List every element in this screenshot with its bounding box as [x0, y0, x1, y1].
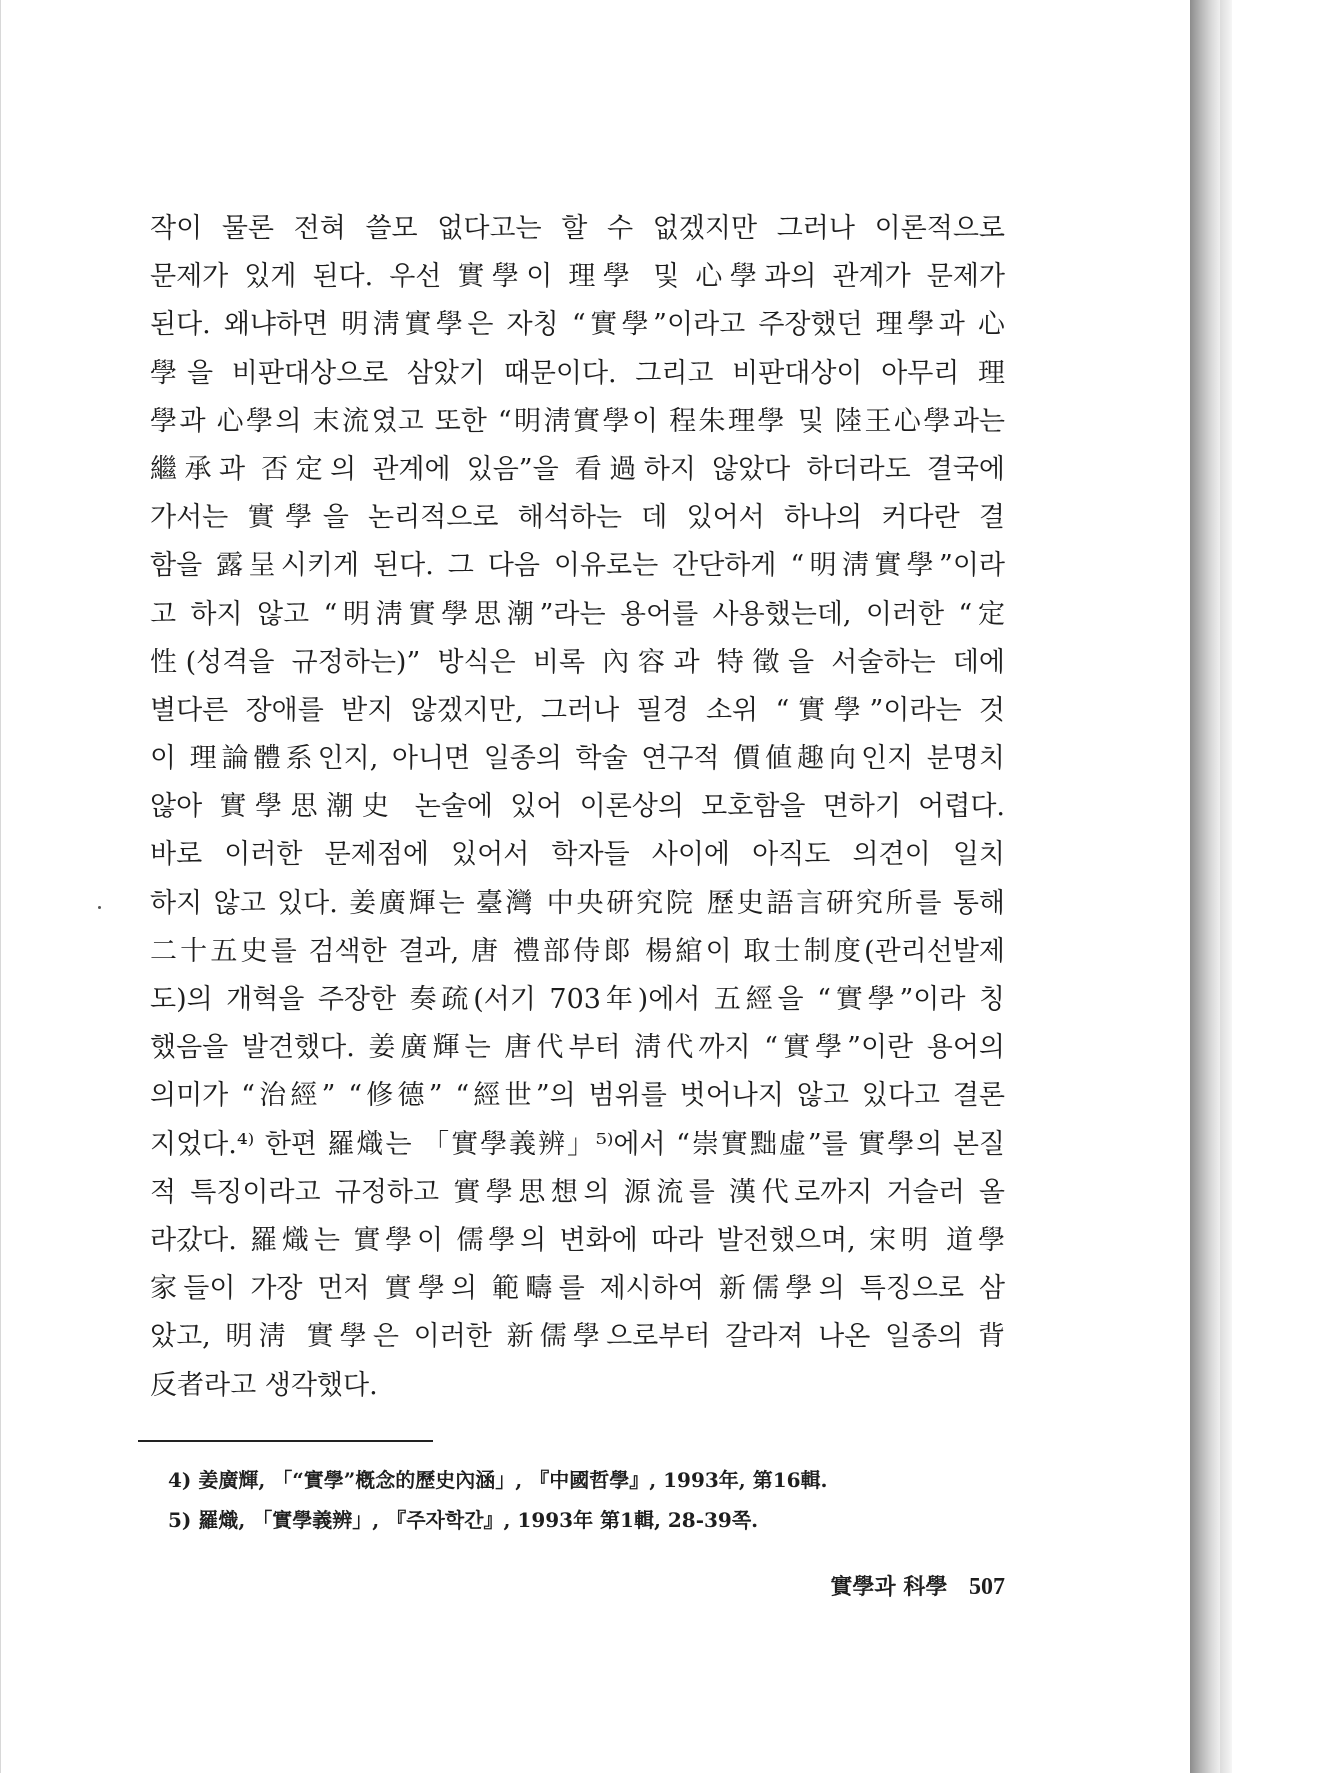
footnote-4: 4) 姜廣輝, 「“實學”槪念的歷史內涵」, 『中國哲學』, 1993年, 第16輯.: [168, 1468, 828, 1492]
text-line: 고 하지 않고 “明淸實學思潮”라는 용어를 사용했는데, 이러한 “定: [150, 598, 1005, 630]
text-line: 된다. 왜냐하면 明淸實學은 자칭 “實學”이라고 주장했던 理學과 心: [150, 309, 1005, 341]
footnote-5: 5) 羅熾, 「實學義辨」, 『주자학간』, 1993年 第1輯, 28-39쪽.: [168, 1508, 759, 1532]
text-line: 않아 實學思潮史 논술에 있어 이론상의 모호함을 면하기 어렵다.: [150, 791, 1005, 823]
page-edge-margin: [1220, 0, 1232, 1773]
text-line: 二十五史를 검색한 결과, 唐 禮部侍郞 楊綰이 取士制度(관리선발제: [150, 935, 1005, 967]
text-line: 의미가 “治經” “修德” “經世”의 범위를 벗어나지 않고 있다고 결론: [150, 1080, 1005, 1112]
text-line: 家들이 가장 먼저 實學의 範疇를 제시하여 新儒學의 특징으로 삼: [150, 1273, 1005, 1305]
text-line: 가서는 實學을 논리적으로 해석하는 데 있어서 하나의 커다란 결: [150, 502, 1005, 534]
text-line: 라갔다. 羅熾는 實學이 儒學의 변화에 따라 발전했으며, 宋明 道學: [150, 1224, 1005, 1256]
text-line: 性(성격을 규정하는)” 방식은 비록 內容과 特徵을 서술하는 데에: [150, 646, 1005, 678]
text-line: 별다른 장애를 받지 않겠지만, 그러나 필경 소위 “實學”이라는 것: [150, 694, 1005, 726]
text-line: 學을 비판대상으로 삼았기 때문이다. 그리고 비판대상이 아무리 理: [150, 357, 1005, 389]
text-line: 했음을 발견했다. 姜廣輝는 唐代부터 淸代까지 “實學”이란 용어의: [150, 1032, 1005, 1064]
footnote-divider: [138, 1440, 433, 1442]
running-title: 實學과 科學: [830, 1574, 948, 1600]
text-line: 지었다.⁴⁾ 한편 羅熾는 「實學義辨」⁵⁾에서 “崇實黜虛”를 實學의 본질: [150, 1128, 1005, 1160]
text-line: 이 理論體系인지, 아니면 일종의 학술 연구적 價値趣向인지 분명치: [150, 743, 1005, 775]
text-line: 적 특징이라고 규정하고 實學思想의 源流를 漢代로까지 거슬러 올: [150, 1176, 1005, 1208]
text-line: 작이 물론 전혀 쓸모 없다고는 할 수 없겠지만 그러나 이론적으로: [150, 213, 1005, 244]
text-line-last: 反者라고 생각했다.: [150, 1369, 378, 1401]
text-line: 문제가 있게 된다. 우선 實學이 理學 및 心學과의 관계가 문제가: [150, 261, 1005, 293]
text-line: 았고, 明淸 實學은 이러한 新儒學으로부터 갈라져 나온 일종의 背: [150, 1321, 1005, 1353]
page-edge-shadow: [1190, 0, 1220, 1773]
page-number: 507: [969, 1574, 1005, 1600]
text-line: 함을 露呈시키게 된다. 그 다음 이유로는 간단하게 “明淸實學”이라: [150, 550, 1005, 582]
text-line: 學과 心學의 末流였고 또한 “明淸實學이 程朱理學 및 陸王心學과는: [150, 405, 1005, 437]
body-text: [150, 205, 1005, 1410]
text-line: 하지 않고 있다. 姜廣輝는 臺灣 中央硏究院 歷史語言硏究所를 통해: [150, 887, 1005, 919]
scan-speck: [98, 906, 101, 909]
running-footer: [830, 1570, 1005, 1601]
text-line: 바로 이러한 문제점에 있어서 학자들 사이에 아직도 의견이 일치: [150, 839, 1005, 871]
text-line: 도)의 개혁을 주장한 奏疏(서기 703年)에서 五經을 “實學”이라 칭: [150, 984, 1005, 1015]
text-line: 繼承과 否定의 관계에 있음”을 看過하지 않았다 하더라도 결국에: [150, 453, 1005, 485]
footnotes: [168, 1460, 1008, 1540]
